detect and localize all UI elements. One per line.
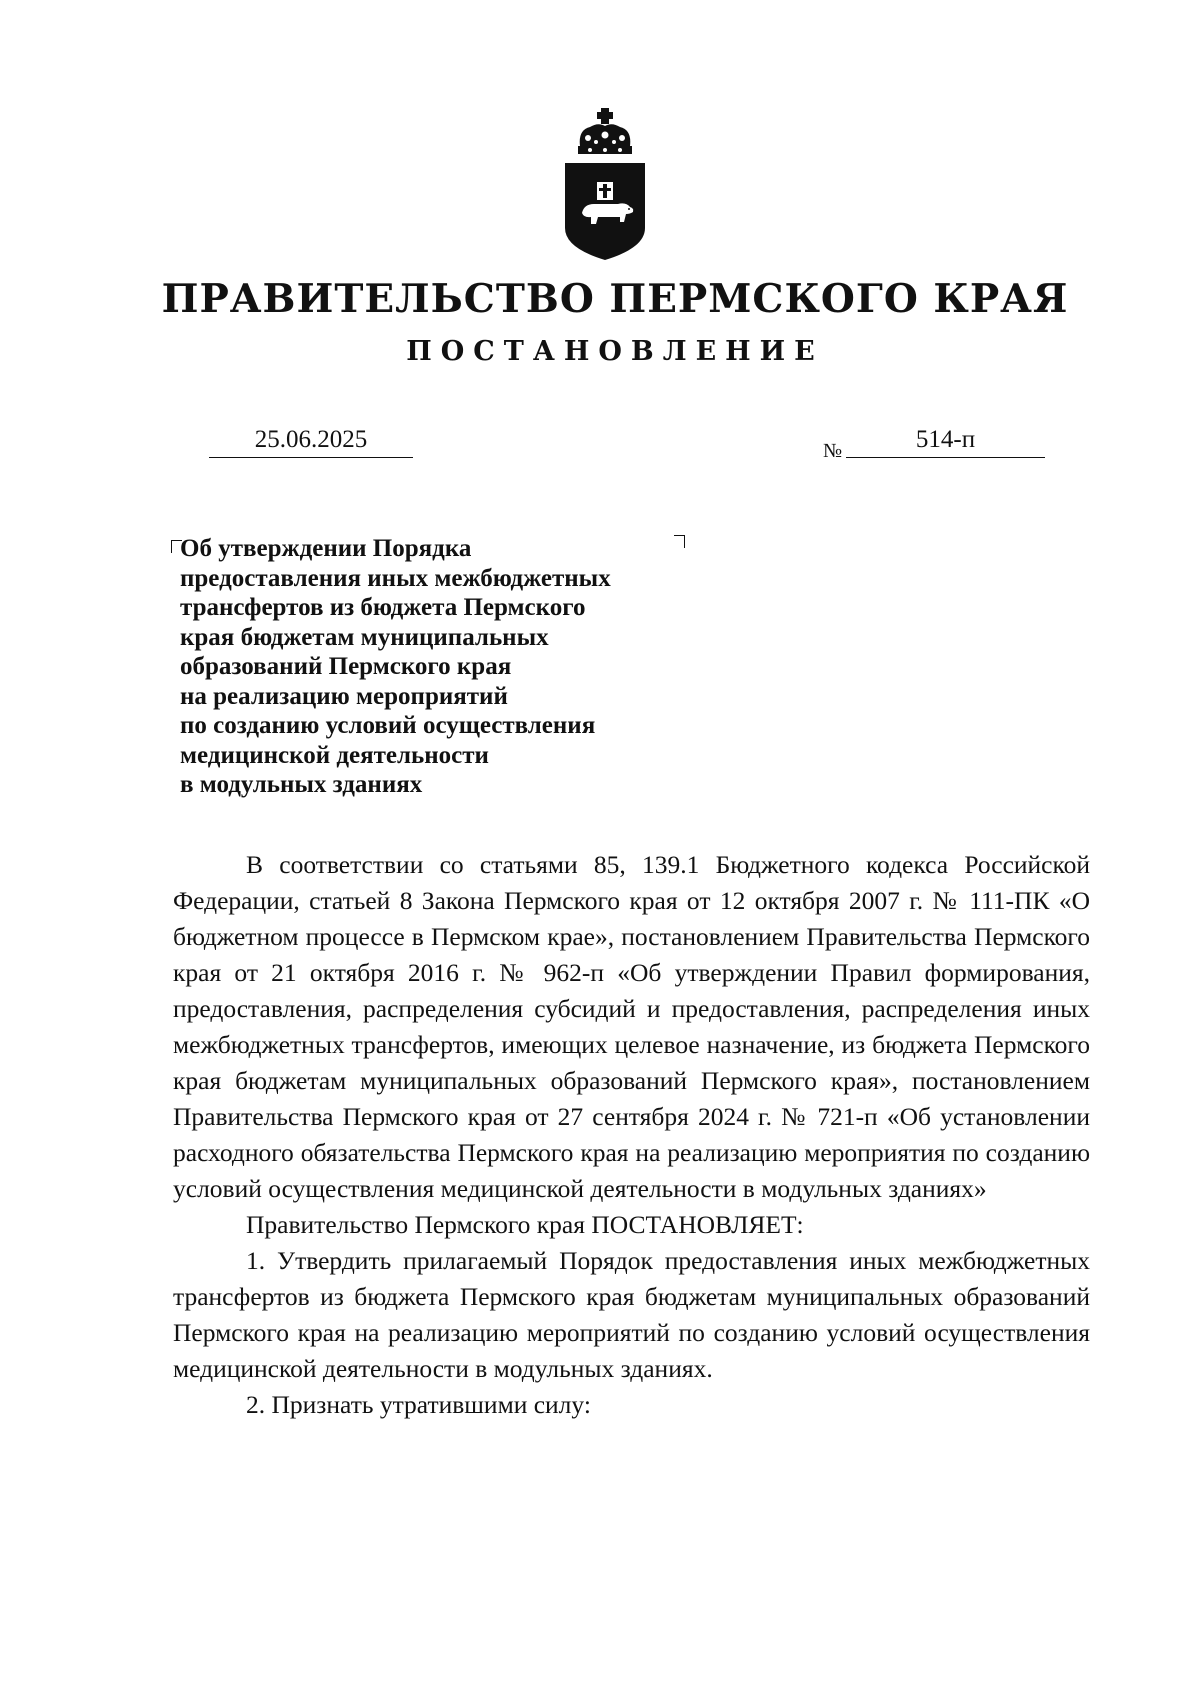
- document-type: ПОСТАНОВЛЕНИЕ: [406, 336, 824, 367]
- clause-2: 2. Признать утратившими силу:: [246, 1390, 591, 1419]
- document-number: 514-п: [846, 423, 1045, 458]
- subject-line: образований Пермского края: [180, 653, 512, 680]
- subject-line: Об утверждении Порядка: [180, 535, 472, 562]
- document-body: [173, 847, 1090, 1423]
- subject-line: трансфертов из бюджета Пермского: [180, 594, 586, 621]
- subject-line: медицинской деятельности: [180, 741, 489, 769]
- document-subject: [180, 534, 700, 800]
- preamble-paragraph: В соответствии со статьями 85, 139.1 Бюджетного кодекса Российской Федерации, статьей 8 Закона Пермского края от 12 октября 2007 г. № 111-ПК «О бюджетном процессе в Пермском крае», постановлением Правительства Пермского края от 21 октября 2016 г. № 962-п «Об утверждении Правил формирования, предоставления, распределения субсидий и предоставления, распределения иных межбюджетных трансфертов, имеющих целевое назначение, из бюджета Пермского края бюджетам муниципальных образований Пермского края», постановлением Правительства Пермского края от 27 сентября 2024 г. № 721-п «Об установлении расходного обязательства Пермского края на реализацию мероприятия по созданию условий осуществления медицинской деятельности в модульных зданиях»: [173, 850, 1090, 1203]
- subject-line: на реализацию мероприятий: [180, 682, 508, 710]
- resolution-statement: Правительство Пермского края ПОСТАНОВЛЯЕТ:: [246, 1210, 804, 1239]
- subject-line: края бюджетам муниципальных: [180, 623, 549, 651]
- document-date: 25.06.2025: [209, 423, 413, 458]
- number-sign: №: [823, 440, 843, 462]
- subject-line: в модульных зданиях: [180, 771, 423, 798]
- clause-1: 1. Утвердить прилагаемый Порядок предоставления иных межбюджетных трансфертов из бюджета Пермского края бюджетам муниципальных образований Пермского края на реализацию мероприятий по созданию условий осуществления медицинской деятельности в модульных зданиях.: [173, 1246, 1090, 1383]
- subject-line: предоставления иных межбюджетных: [180, 564, 611, 592]
- perm-krai-coat-of-arms-icon: [560, 108, 650, 260]
- government-name: ПРАВИТЕЛЬСТВО ПЕРМСКОГО КРАЯ: [161, 276, 1069, 322]
- subject-line: по созданию условий осуществления: [180, 712, 596, 739]
